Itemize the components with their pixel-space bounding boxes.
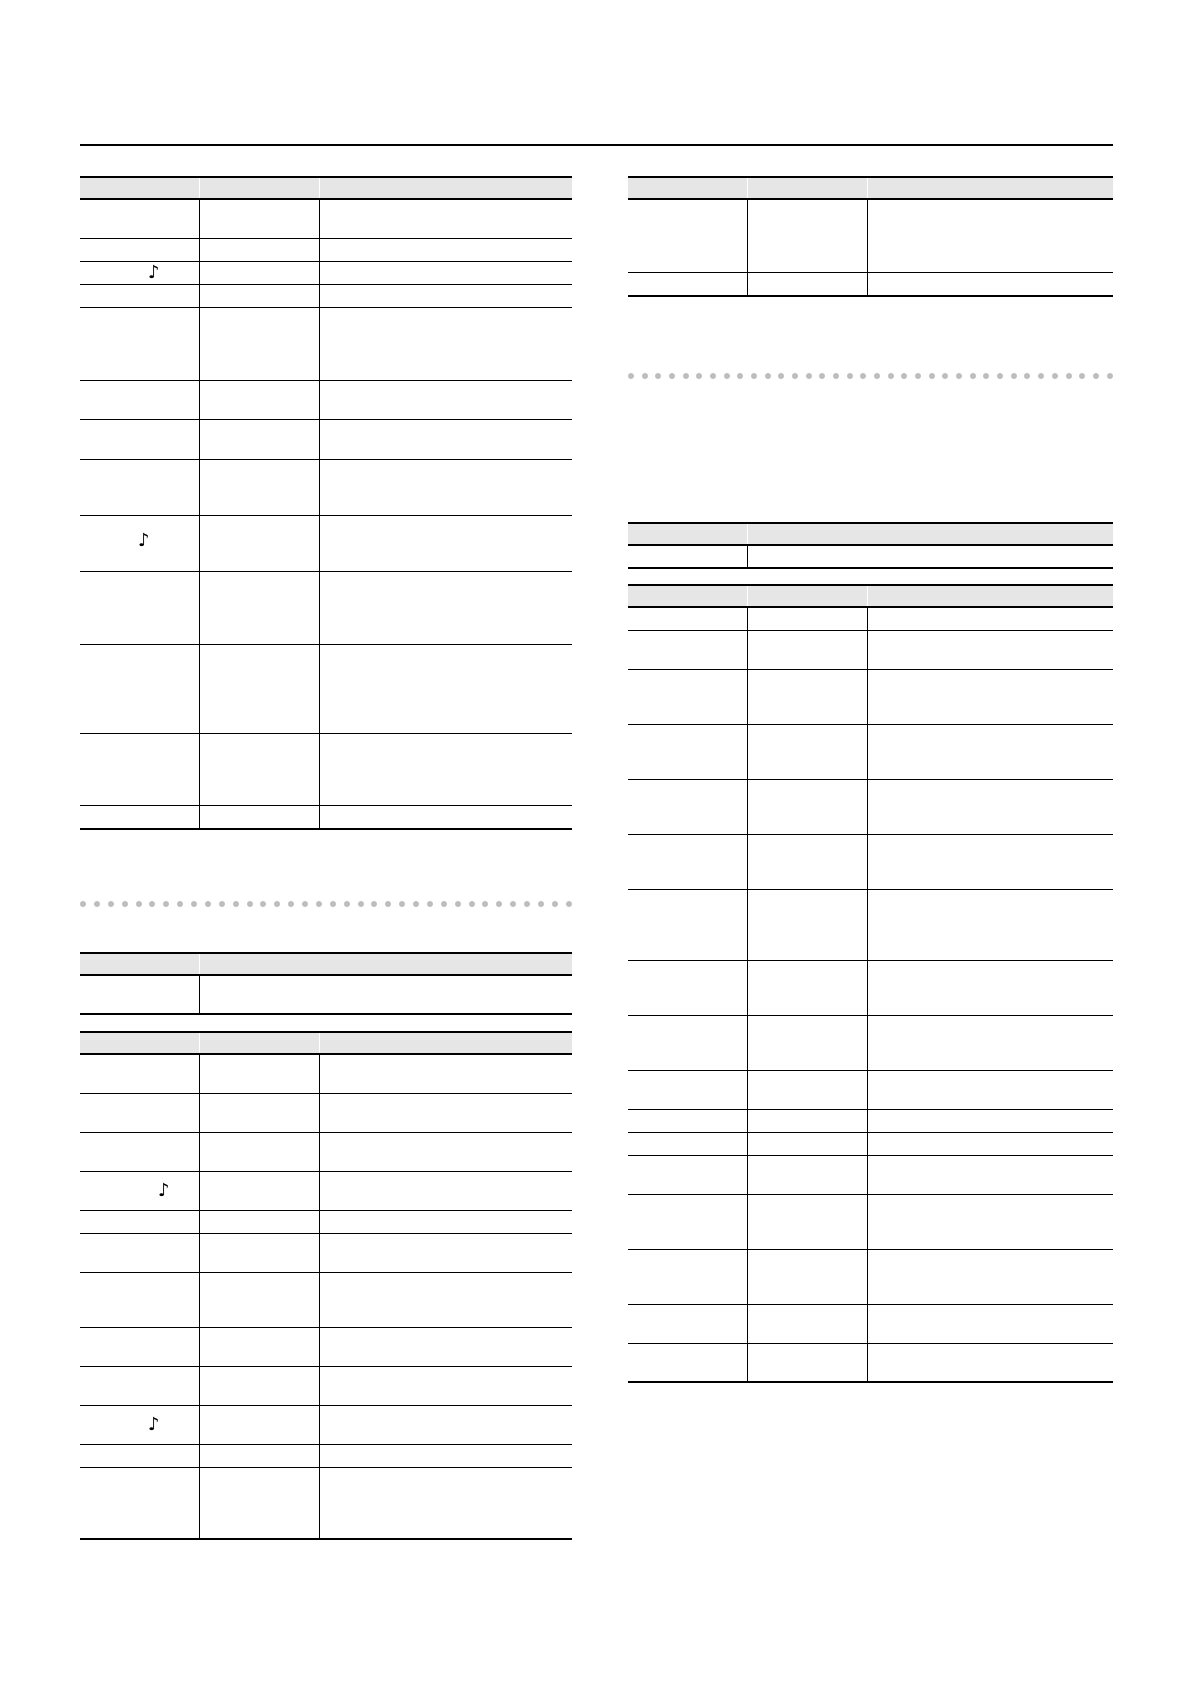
table-header (80, 952, 572, 976)
divider-dot (1066, 373, 1072, 379)
table-row (628, 200, 1113, 273)
divider-dot (80, 901, 86, 907)
table-cell (80, 572, 200, 644)
divider-dot (655, 373, 661, 379)
table-row (628, 1110, 1113, 1133)
table-cell (320, 1172, 572, 1210)
divider-dot (724, 373, 730, 379)
page-top-rule (80, 144, 1113, 146)
divider-dot (710, 373, 716, 379)
table-cell (80, 1406, 200, 1444)
divider-dot (874, 373, 880, 379)
table-cell (628, 1250, 748, 1304)
table-row (80, 285, 572, 308)
table-cell (628, 780, 748, 834)
table-cell (628, 961, 748, 1015)
table-row (628, 1305, 1113, 1344)
table-cell (200, 1172, 320, 1210)
summary-table-right (628, 522, 1113, 569)
divider-dot (538, 901, 544, 907)
table-cell (80, 645, 200, 733)
parameter-table-3 (628, 176, 1113, 297)
table-cell (200, 1406, 320, 1444)
table-cell (628, 586, 748, 606)
table-row (80, 200, 572, 239)
table-cell (320, 1033, 572, 1053)
table-cell (748, 200, 868, 272)
table-cell (80, 1234, 200, 1272)
table-cell (748, 1344, 868, 1381)
table-cell (748, 608, 868, 630)
table-cell (748, 670, 868, 724)
table-cell (748, 1133, 868, 1155)
divider-dot (108, 901, 114, 907)
divider-dot (1052, 373, 1058, 379)
table-cell (868, 1195, 1113, 1249)
divider-dot (510, 901, 516, 907)
table-cell (320, 285, 572, 307)
table-cell (628, 1305, 748, 1343)
table-cell (80, 1273, 200, 1327)
divider-dot (888, 373, 894, 379)
divider-dot (260, 901, 266, 907)
table-cell (868, 608, 1113, 630)
table-row (80, 381, 572, 420)
divider-dot (330, 901, 336, 907)
table-cell (748, 586, 868, 606)
table-header (628, 176, 1113, 200)
table-cell (200, 734, 320, 805)
table-header (628, 584, 1113, 608)
divider-dot (163, 901, 169, 907)
header-cell (200, 178, 320, 198)
table-row (628, 1250, 1113, 1305)
table-cell (320, 1234, 572, 1272)
eighth-note-icon: ♪ (148, 262, 160, 283)
table-cell (200, 572, 320, 644)
table-cell (200, 1468, 320, 1538)
table-row (80, 572, 572, 645)
table-cell (80, 200, 200, 238)
table-cell (80, 1211, 200, 1233)
table-cell (80, 1055, 200, 1093)
table-row (628, 780, 1113, 835)
divider-dot (385, 901, 391, 907)
table-row (628, 961, 1113, 1016)
table-cell (80, 285, 200, 307)
divider-dot (997, 373, 1003, 379)
table-cell (748, 631, 868, 669)
table-cell (628, 1016, 748, 1070)
divider-dot (642, 373, 648, 379)
table-cell (80, 308, 200, 380)
table-cell (320, 806, 572, 828)
table-header (80, 176, 572, 200)
table-cell (868, 200, 1113, 272)
table-cell (868, 835, 1113, 889)
table-cell (80, 262, 200, 284)
table-cell (628, 1110, 748, 1132)
table-row (80, 420, 572, 460)
table-cell (868, 1016, 1113, 1070)
summary-table-left (80, 952, 572, 1015)
table-cell (80, 806, 200, 828)
table-cell (80, 420, 200, 459)
table-cell (80, 1094, 200, 1132)
table-cell (628, 1344, 748, 1381)
table-row (80, 1055, 572, 1094)
table-row (628, 1344, 1113, 1381)
divider-dot (247, 901, 253, 907)
divider-dot (683, 373, 689, 379)
table-cell (200, 262, 320, 284)
divider-dot (1093, 373, 1099, 379)
table-cell (200, 1055, 320, 1093)
table-cell (320, 1211, 572, 1233)
table-cell (80, 954, 200, 974)
table-cell (868, 1133, 1113, 1155)
divider-dot (288, 901, 294, 907)
table-cell (200, 200, 320, 238)
divider-dot (847, 373, 853, 379)
table-cell (200, 285, 320, 307)
table-cell (200, 1445, 320, 1467)
table-cell (868, 1156, 1113, 1194)
table-cell (80, 1133, 200, 1171)
divider-dot (427, 901, 433, 907)
divider-dot (860, 373, 866, 379)
table-cell (320, 1468, 572, 1538)
table-row (628, 725, 1113, 780)
divider-dot (358, 901, 364, 907)
table-cell (200, 1273, 320, 1327)
table-cell (868, 725, 1113, 779)
table-cell (80, 1328, 200, 1366)
divider-dot (765, 373, 771, 379)
table-row (80, 1273, 572, 1328)
table-row (80, 806, 572, 828)
table-cell (628, 1156, 748, 1194)
table-cell (320, 420, 572, 459)
table-cell (748, 1156, 868, 1194)
table-cell (628, 670, 748, 724)
divider-dot (219, 901, 225, 907)
table-row (80, 1094, 572, 1133)
table-cell (628, 178, 748, 198)
divider-dot (915, 373, 921, 379)
table-row (80, 1234, 572, 1273)
divider-dot (833, 373, 839, 379)
divider-dot (566, 901, 572, 907)
divider-dot (413, 901, 419, 907)
table-cell (80, 381, 200, 419)
table-cell (748, 178, 868, 198)
table-cell (320, 1133, 572, 1171)
table-cell (628, 835, 748, 889)
table-cell (748, 780, 868, 834)
table-cell (200, 239, 320, 261)
table-cell (748, 1016, 868, 1070)
table-cell (320, 308, 572, 380)
table-cell (628, 1195, 748, 1249)
table-cell (748, 1250, 868, 1304)
divider-dot (806, 373, 812, 379)
table-cell (748, 273, 868, 295)
table-cell (868, 1071, 1113, 1109)
table-row (80, 460, 572, 516)
divider-dot (970, 373, 976, 379)
table-cell (748, 1195, 868, 1249)
divider-dot (778, 373, 784, 379)
table-cell (200, 516, 320, 571)
table-cell (200, 1033, 320, 1053)
table-cell (748, 1305, 868, 1343)
table-cell (200, 308, 320, 380)
divider-dot (482, 901, 488, 907)
table-cell (320, 1445, 572, 1467)
table-cell (200, 1234, 320, 1272)
header-cell (320, 178, 572, 198)
table-cell (320, 1094, 572, 1132)
divider-dot (983, 373, 989, 379)
divider-dot (455, 901, 461, 907)
divider-dot (302, 901, 308, 907)
table-row (628, 835, 1113, 890)
divider-dot (628, 373, 634, 379)
divider-dot (929, 373, 935, 379)
table-row (80, 516, 572, 572)
divider-dot (524, 901, 530, 907)
divider-dot (233, 901, 239, 907)
table-row (80, 1211, 572, 1234)
divider-dot (552, 901, 558, 907)
eighth-note-icon: ♪ (158, 1180, 170, 1201)
table-cell (628, 524, 748, 544)
table-cell (748, 1071, 868, 1109)
table-cell (80, 734, 200, 805)
table-header (628, 522, 1113, 546)
table-cell (868, 1305, 1113, 1343)
divider-dot (316, 901, 322, 907)
table-row (80, 308, 572, 381)
table-row (80, 262, 572, 285)
table-row (628, 1156, 1113, 1195)
table-cell (200, 1367, 320, 1405)
divider-dot (496, 901, 502, 907)
table-cell (320, 572, 572, 644)
table-cell (320, 239, 572, 261)
table-cell (868, 890, 1113, 960)
table-cell (320, 1328, 572, 1366)
divider-dot (205, 901, 211, 907)
table-cell (628, 608, 748, 630)
table-cell (868, 670, 1113, 724)
table-cell (200, 460, 320, 515)
table-row (80, 1445, 572, 1468)
table-cell (320, 734, 572, 805)
table-cell (200, 954, 572, 974)
table-cell (80, 1468, 200, 1538)
table-row (80, 734, 572, 806)
table-cell (320, 262, 572, 284)
divider-dot (1024, 373, 1030, 379)
table-row (628, 670, 1113, 725)
table-cell (320, 516, 572, 571)
divider-dot (469, 901, 475, 907)
divider-dot (1107, 373, 1113, 379)
table-cell (320, 200, 572, 238)
table-row (80, 976, 572, 1013)
table-cell (628, 200, 748, 272)
divider-dot (1011, 373, 1017, 379)
table-cell (748, 890, 868, 960)
divider-dot (177, 901, 183, 907)
divider-dot (344, 901, 350, 907)
table-cell (748, 725, 868, 779)
table-cell (868, 961, 1113, 1015)
table-row (80, 645, 572, 734)
divider-dot (136, 901, 142, 907)
table-cell (320, 1055, 572, 1093)
table-cell (200, 976, 572, 1013)
eighth-note-icon: ♪ (148, 1414, 160, 1435)
table-cell (748, 835, 868, 889)
table-cell (320, 1273, 572, 1327)
parameter-table-2 (80, 1031, 572, 1540)
table-row (80, 1468, 572, 1538)
table-cell (320, 645, 572, 733)
table-cell (748, 961, 868, 1015)
divider-dot (149, 901, 155, 907)
table-cell (200, 806, 320, 828)
table-cell (200, 381, 320, 419)
table-cell (748, 524, 1113, 544)
table-row (80, 1172, 572, 1211)
table-cell (868, 1250, 1113, 1304)
divider-dot (942, 373, 948, 379)
divider-dot (371, 901, 377, 907)
table-cell (868, 1110, 1113, 1132)
divider-dot (94, 901, 100, 907)
table-cell (628, 273, 748, 295)
divider-dot (1038, 373, 1044, 379)
divider-dot (956, 373, 962, 379)
table-cell (628, 1071, 748, 1109)
table-row (628, 890, 1113, 961)
table-row (628, 1071, 1113, 1110)
table-cell (868, 631, 1113, 669)
parameter-table-1 (80, 176, 572, 830)
divider-dot (696, 373, 702, 379)
table-row (628, 273, 1113, 295)
divider-dot (751, 373, 757, 379)
table-row (628, 1133, 1113, 1156)
divider-dot (399, 901, 405, 907)
header-cell (80, 178, 200, 198)
table-cell (320, 1406, 572, 1444)
table-cell (200, 420, 320, 459)
table-cell (628, 631, 748, 669)
table-cell (80, 976, 200, 1013)
table-cell (628, 546, 748, 567)
table-cell (868, 586, 1113, 606)
table-cell (80, 1172, 200, 1210)
table-row (80, 1133, 572, 1172)
table-cell (200, 645, 320, 733)
divider-dot (122, 901, 128, 907)
eighth-note-icon: ♪ (138, 530, 150, 551)
table-row (80, 1406, 572, 1445)
divider-dot (1079, 373, 1085, 379)
table-cell (200, 1094, 320, 1132)
table-cell (628, 725, 748, 779)
dotted-divider (80, 900, 572, 908)
table-cell (868, 1344, 1113, 1381)
table-cell (80, 516, 200, 571)
table-cell (80, 1445, 200, 1467)
table-row (80, 1367, 572, 1406)
divider-dot (191, 901, 197, 907)
divider-dot (792, 373, 798, 379)
divider-dot (669, 373, 675, 379)
table-cell (200, 1328, 320, 1366)
divider-dot (441, 901, 447, 907)
divider-dot (819, 373, 825, 379)
table-cell (320, 381, 572, 419)
table-cell (868, 273, 1113, 295)
table-cell (628, 1133, 748, 1155)
table-cell (80, 1367, 200, 1405)
table-cell (200, 1211, 320, 1233)
table-row (80, 1328, 572, 1367)
table-cell (80, 239, 200, 261)
table-cell (320, 1367, 572, 1405)
divider-dot (274, 901, 280, 907)
table-cell (868, 780, 1113, 834)
table-cell (80, 1033, 200, 1053)
table-cell (748, 546, 1113, 567)
table-cell (320, 460, 572, 515)
dotted-divider (628, 372, 1113, 380)
table-header (80, 1031, 572, 1055)
table-cell (200, 1133, 320, 1171)
table-row (628, 631, 1113, 670)
table-row (628, 608, 1113, 631)
table-cell (628, 890, 748, 960)
divider-dot (901, 373, 907, 379)
table-row (628, 1195, 1113, 1250)
table-row (628, 546, 1113, 567)
divider-dot (737, 373, 743, 379)
table-row (628, 1016, 1113, 1071)
table-cell (748, 1110, 868, 1132)
table-row (80, 239, 572, 262)
table-cell (80, 460, 200, 515)
table-cell (868, 178, 1113, 198)
parameter-table-4 (628, 584, 1113, 1383)
